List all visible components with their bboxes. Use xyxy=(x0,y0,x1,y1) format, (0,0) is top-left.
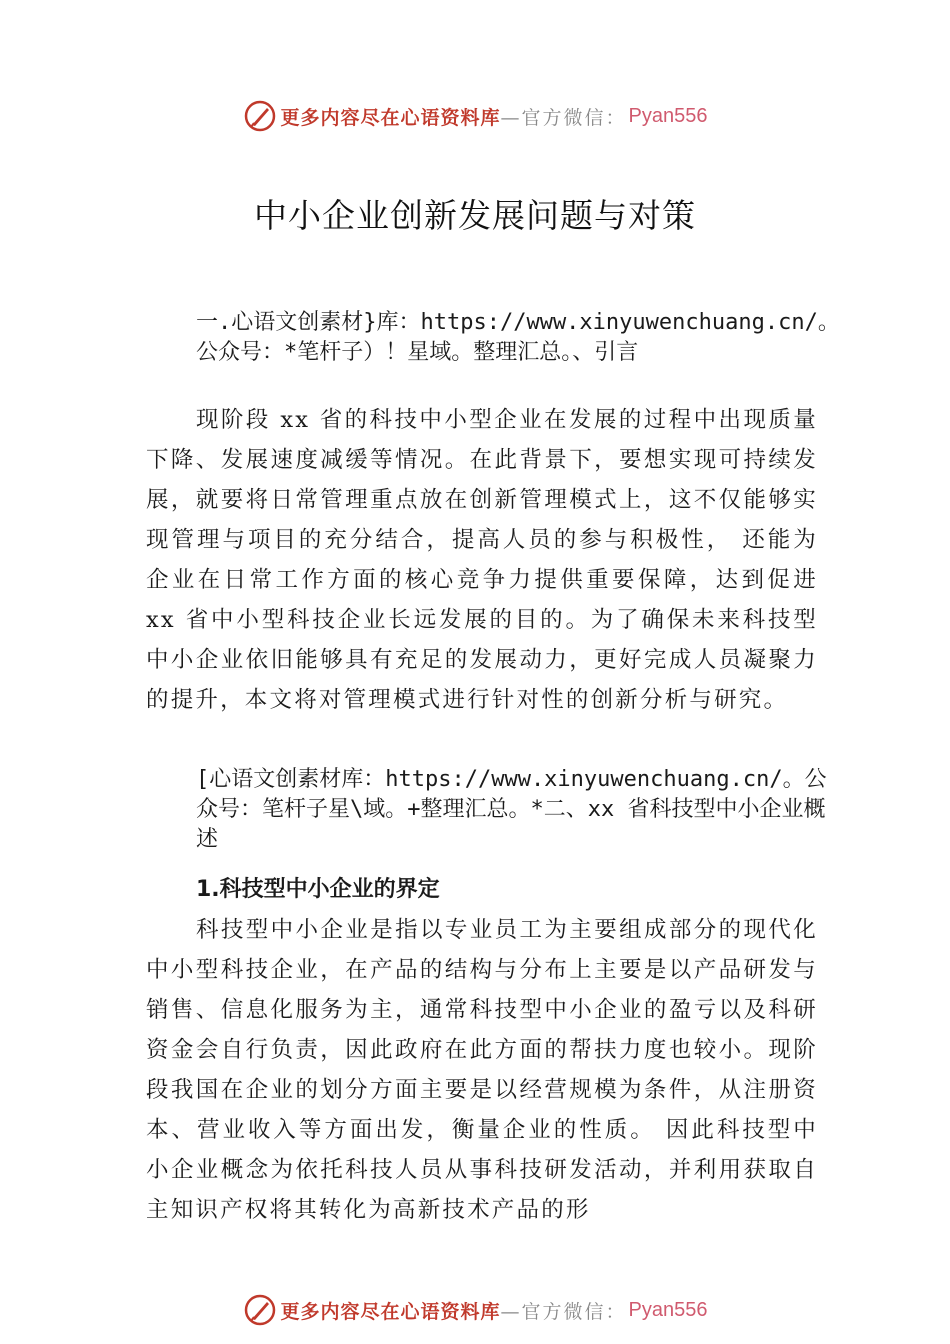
document-title: 中小企业创新发展问题与对策 xyxy=(254,196,696,235)
section-heading-1: 1.科技型中小企业的界定 xyxy=(196,877,440,902)
banner-site-name: 更多内容尽在心语资料库 xyxy=(280,106,501,129)
body-paragraph-2: 科技型中小企业是指以专业员工为主要组成部分的现代化中小型科技企业，在产品的结构与分布上主要是以产品研发与销售、信息化服务为主，通常科技型中小企业的盈亏以及科研资金会自行负责，因此政府在此方面的帮扶力度也较小。现阶段我国在企业的划分方面主要是以经营规模为条件，从注册资本、营业收入等方面出发，衡量企业的性质。 因此科技型中小企业概念为依托科技人员从事科技研发活动，并利用获取自主知识产权将其转化为高新技术产品的形 xyxy=(146,917,818,1223)
banner-wechat-id: Pyan556 xyxy=(628,1298,708,1321)
banner-site-name: 更多内容尽在心语资料库 xyxy=(280,1300,501,1323)
watermark-text-block-1: 一.心语文创素材}库：https://www.xinyuwenchuang.cn/。公众号：*笔杆子）！星域。整理汇总。、引言 xyxy=(196,310,840,365)
footer-watermark-banner xyxy=(0,1290,950,1330)
quill-pen-logo-icon xyxy=(243,99,277,133)
header-watermark-banner xyxy=(0,96,950,136)
banner-wechat-id: Pyan556 xyxy=(628,104,708,127)
body-paragraph-1: 现阶段 xx 省的科技中小型企业在发展的过程中出现质量下降、发展速度减缓等情况。在此背景下，要想实现可持续发展，就要将日常管理重点放在创新管理模式上，这不仅能够实现管理与项目的充分结合，提高人员的参与积极性， 还能为企业在日常工作方面的核心竞争力提供重要保障，达到促进 xx 省中小型科技企业长远发展的目的。为了确保未来科技型中小企业依旧能够具有充足的发展动力，更好完成人员凝聚力的提升，本文将对管理模式进行针对性的创新分析与研究。 xyxy=(146,407,818,713)
banner-wechat-label: —官方微信： xyxy=(500,106,627,129)
banner-wechat-label: —官方微信： xyxy=(500,1300,627,1323)
watermark-text-block-2: [心语文创素材库：https://www.xinyuwenchuang.cn/。公众号：笔杆子星\域。+整理汇总。*二、xx 省科技型中小企业概述 xyxy=(196,767,827,852)
quill-pen-logo-icon xyxy=(243,1293,277,1327)
